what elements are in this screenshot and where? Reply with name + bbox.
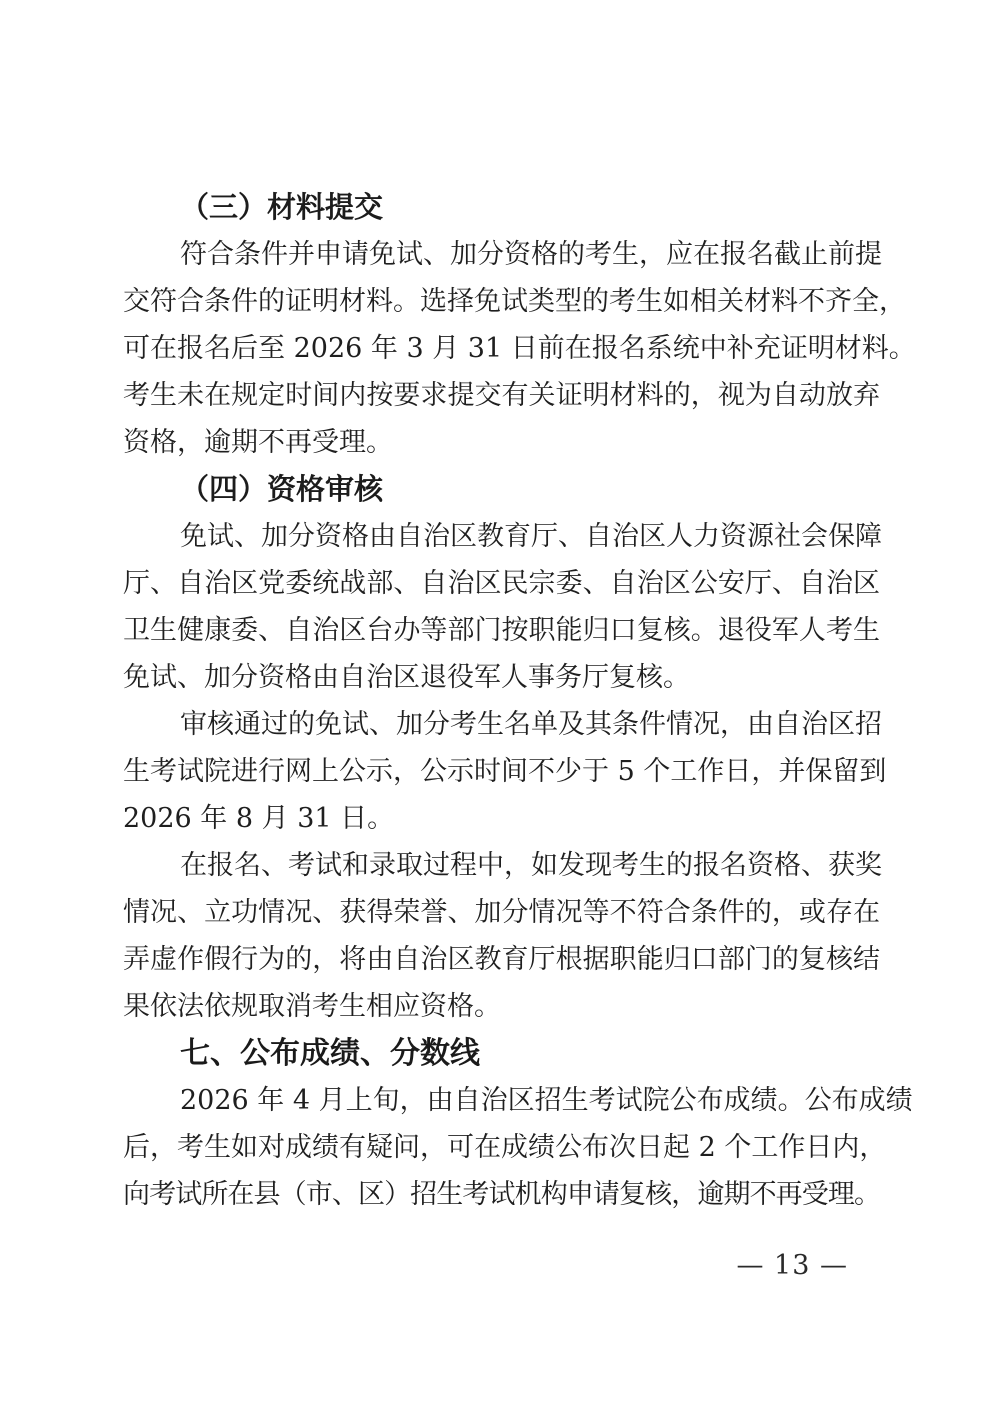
text-line: 符合条件并申请免试、加分资格的考生，应在报名截止前提 <box>180 239 882 270</box>
text-line: 后，考生如对成绩有疑问，可在成绩公布次日起 2 个工作日内， <box>123 1132 887 1163</box>
text-line: 资格，逾期不再受理。 <box>123 427 393 458</box>
page-number: — 13 — <box>736 1250 848 1281</box>
document-body <box>123 184 916 1218</box>
text-line: 交符合条件的证明材料。选择免试类型的考生如相关材料不齐全， <box>123 286 906 317</box>
section-heading-qualification-review: （四）资格审核 <box>180 472 384 506</box>
section-heading-material-submission: （三）材料提交 <box>180 190 384 224</box>
text-line: 弄虚作假行为的，将由自治区教育厅根据职能归口部门的复核结 <box>123 944 880 975</box>
text-line: 在报名、考试和录取过程中，如发现考生的报名资格、获奖 <box>180 850 882 881</box>
text-line: 免试、加分资格由自治区教育厅、自治区人力资源社会保障 <box>180 521 882 552</box>
text-line: 2026 年 8 月 31 日。 <box>123 803 395 834</box>
text-line: 生考试院进行网上公示，公示时间不少于 5 个工作日，并保留到 <box>123 756 887 787</box>
text-line: 可在报名后至 2026 年 3 月 31 日前在报名系统中补充证明材料。 <box>123 333 916 364</box>
text-line: 向考试所在县（市、区）招生考试机构申请复核，逾期不再受理。 <box>123 1179 880 1210</box>
text-line: 审核通过的免试、加分考生名单及其条件情况，由自治区招 <box>180 709 882 740</box>
text-line: 考生未在规定时间内按要求提交有关证明材料的，视为自动放弃 <box>123 380 880 411</box>
section-heading-score-announcement: 七、公布成绩、分数线 <box>180 1036 480 1071</box>
text-line: 厅、自治区党委统战部、自治区民宗委、自治区公安厅、自治区 <box>123 568 880 599</box>
text-line: 情况、立功情况、获得荣誉、加分情况等不符合条件的，或存在 <box>123 897 880 928</box>
text-line: 2026 年 4 月上旬，由自治区招生考试院公布成绩。公布成绩 <box>180 1085 913 1116</box>
text-line: 卫生健康委、自治区台办等部门按职能归口复核。退役军人考生 <box>123 615 880 646</box>
text-line: 免试、加分资格由自治区退役军人事务厅复核。 <box>123 662 690 693</box>
text-line: 果依法依规取消考生相应资格。 <box>123 991 501 1022</box>
